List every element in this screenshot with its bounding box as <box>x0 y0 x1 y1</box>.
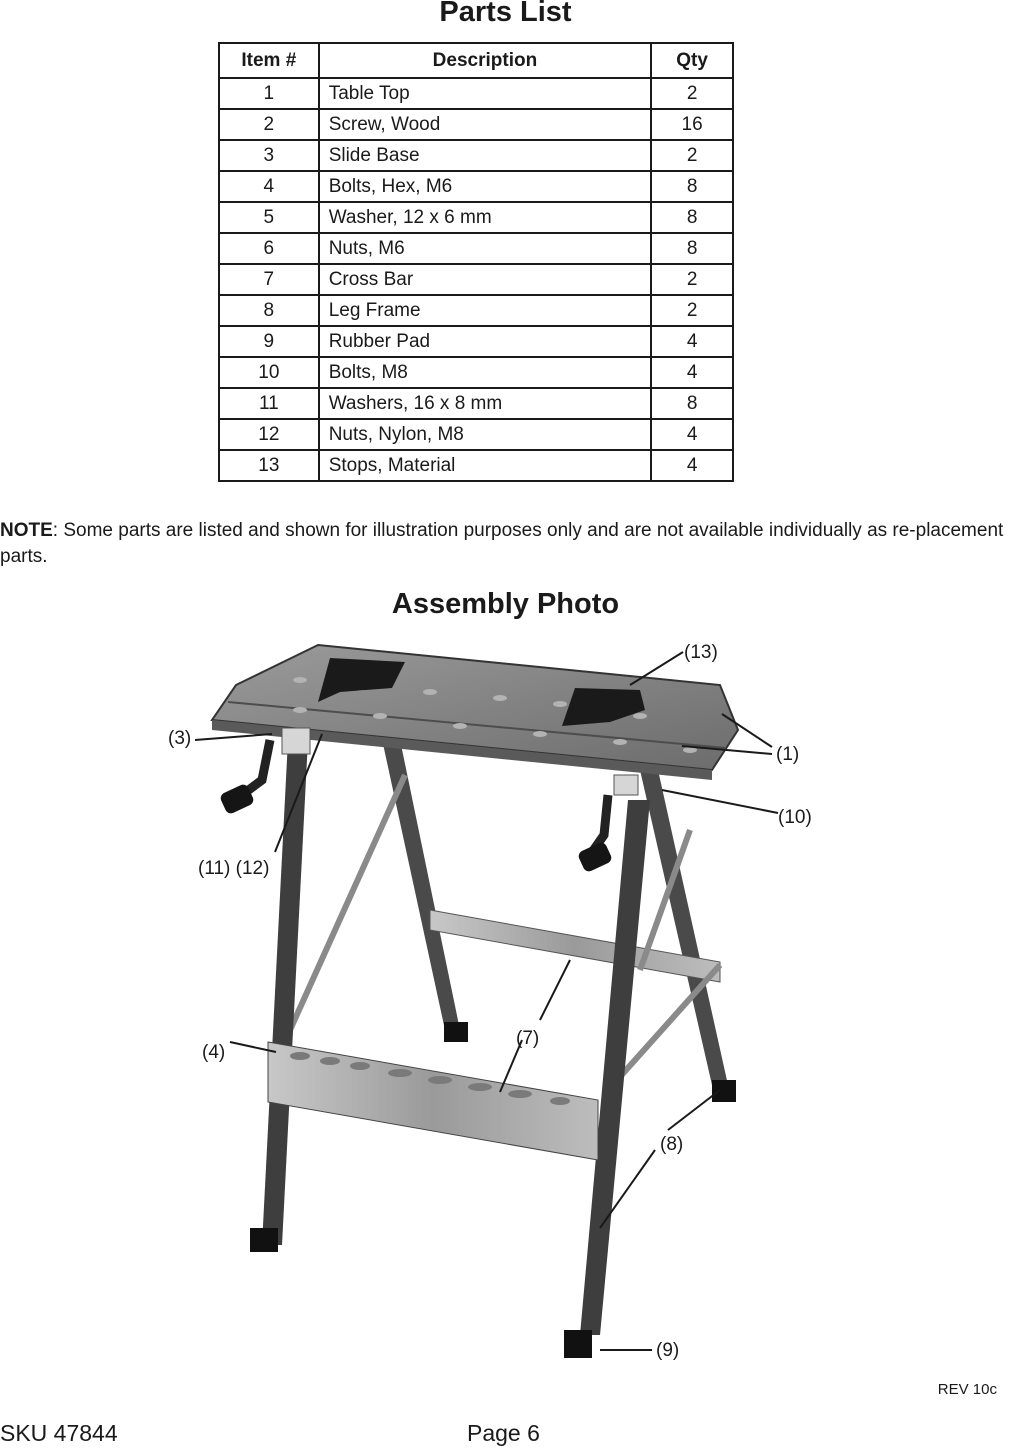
callout-10: (10) <box>778 807 812 828</box>
item-cell: 1 <box>219 78 319 109</box>
table-row <box>219 233 733 264</box>
item-cell: 12 <box>219 419 319 450</box>
item-cell: 6 <box>219 233 319 264</box>
description-cell: Table Top <box>319 78 652 109</box>
header-item: Item # <box>219 43 319 78</box>
callout-7: (7) <box>516 1028 540 1049</box>
table-row <box>219 171 733 202</box>
table-row <box>219 357 733 388</box>
item-cell: 8 <box>219 295 319 326</box>
table-row <box>219 78 733 109</box>
description-cell: Leg Frame <box>319 295 652 326</box>
note-paragraph <box>0 518 1011 570</box>
description-cell: Rubber Pad <box>319 326 652 357</box>
item-cell: 7 <box>219 264 319 295</box>
qty-cell: 4 <box>651 326 733 357</box>
item-cell: 13 <box>219 450 319 481</box>
item-cell: 10 <box>219 357 319 388</box>
description-cell: Bolts, M8 <box>319 357 652 388</box>
description-cell: Slide Base <box>319 140 652 171</box>
qty-cell: 4 <box>651 357 733 388</box>
qty-cell: 4 <box>651 419 733 450</box>
note-text: : Some parts are listed and shown for illustration purposes only and are not available individually as re-placement parts. <box>0 520 1004 567</box>
qty-cell: 8 <box>651 202 733 233</box>
table-header-row <box>219 43 733 78</box>
table-row <box>219 326 733 357</box>
item-cell: 9 <box>219 326 319 357</box>
qty-cell: 2 <box>651 264 733 295</box>
qty-cell: 8 <box>651 388 733 419</box>
description-cell: Stops, Material <box>319 450 652 481</box>
item-cell: 3 <box>219 140 319 171</box>
table-row <box>219 295 733 326</box>
table-row <box>219 419 733 450</box>
qty-cell: 16 <box>651 109 733 140</box>
item-cell: 2 <box>219 109 319 140</box>
qty-cell: 2 <box>651 295 733 326</box>
sku-label: SKU 47844 <box>0 1420 118 1446</box>
callout-8: (8) <box>660 1134 684 1155</box>
header-description: Description <box>319 43 652 78</box>
description-cell: Washer, 12 x 6 mm <box>319 202 652 233</box>
description-cell: Screw, Wood <box>319 109 652 140</box>
callout-1: (1) <box>776 744 800 765</box>
callout-11-12: (11) (12) <box>198 858 270 879</box>
qty-cell: 8 <box>651 171 733 202</box>
workbench-illustration <box>212 645 738 1358</box>
table-row <box>219 202 733 233</box>
description-cell: Bolts, Hex, M6 <box>319 171 652 202</box>
description-cell: Nuts, M6 <box>319 233 652 264</box>
table-row <box>219 109 733 140</box>
item-cell: 11 <box>219 388 319 419</box>
callout-13: (13) <box>684 642 718 663</box>
page-number: Page 6 <box>467 1420 540 1446</box>
callout-9: (9) <box>656 1340 680 1361</box>
description-cell: Nuts, Nylon, M8 <box>319 419 652 450</box>
assembly-photo-title: Assembly Photo <box>391 588 620 620</box>
table-row <box>219 388 733 419</box>
header-qty: Qty <box>651 43 733 78</box>
workbench-assembly-photo <box>0 630 1011 1375</box>
callout-4: (4) <box>202 1042 226 1063</box>
table-row <box>219 140 733 171</box>
qty-cell: 8 <box>651 233 733 264</box>
qty-cell: 2 <box>651 140 733 171</box>
parts-list-title: Parts List <box>439 0 572 28</box>
table-row <box>219 450 733 481</box>
qty-cell: 4 <box>651 450 733 481</box>
callout-3: (3) <box>168 728 192 749</box>
parts-table <box>218 42 734 482</box>
note-label: NOTE <box>0 520 53 541</box>
item-cell: 5 <box>219 202 319 233</box>
qty-cell: 2 <box>651 78 733 109</box>
description-cell: Washers, 16 x 8 mm <box>319 388 652 419</box>
description-cell: Cross Bar <box>319 264 652 295</box>
revision-label: REV 10c <box>937 1381 997 1398</box>
item-cell: 4 <box>219 171 319 202</box>
table-row <box>219 264 733 295</box>
